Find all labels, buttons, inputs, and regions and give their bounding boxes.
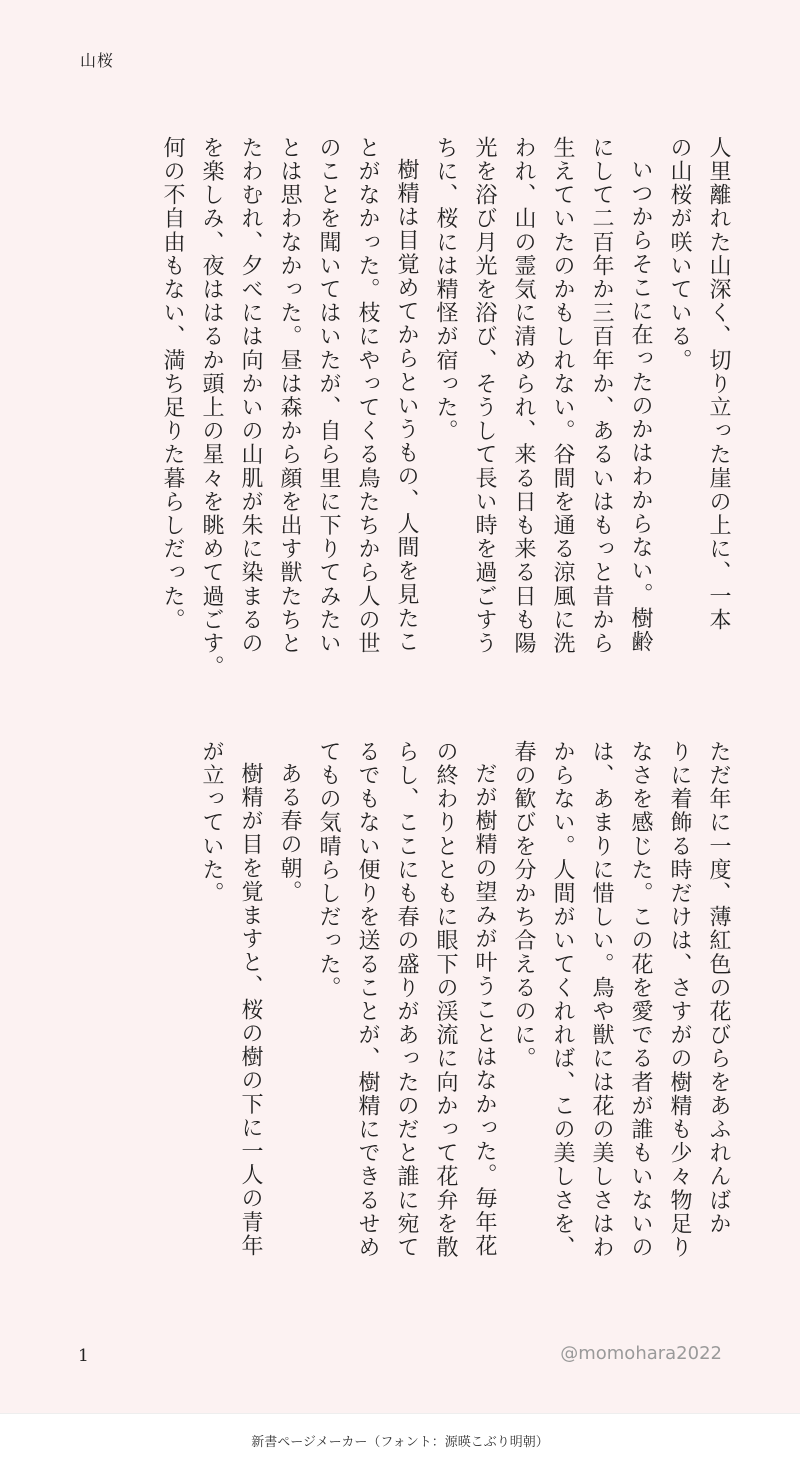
text-line: たわむれ、夕べには向かいの山肌が朱に染まるの	[238, 136, 263, 656]
text-line: にして二百年か三百年か、あるいはもっと昔から	[589, 136, 614, 656]
app-footer-text: 新書ページメーカー（フォント：源暎こぶり明朝）	[251, 1434, 549, 1450]
text-block-top	[76, 136, 738, 679]
text-line: からない。人間がいてくれれば、この美しさを、	[550, 740, 575, 1260]
text-line: 樹精は目覚めてからというもの、人間を見たこ	[394, 158, 419, 654]
text-line: らし、ここにも春の盛りがあったのだと誰に宛て	[394, 740, 419, 1260]
text-line: 人里離れた山深く、切り立った崖の上に、一本	[706, 136, 731, 632]
text-line: 春の歓びを分かち合えるのに。	[511, 740, 536, 1071]
text-line: を楽しみ、夜ははるか頭上の星々を眺めて過ごす。	[199, 136, 224, 679]
text-line: 何の不自由もない、満ち足りた暮らしだった。	[160, 136, 185, 632]
text-line: 光を浴び月光を浴び、そうして長い時を過ごすう	[472, 136, 497, 656]
text-line: 生えていたのかもしれない。谷間を通る涼風に洗	[550, 136, 575, 656]
text-line: るでもない便りを送ることが、樹精にできるせめ	[355, 740, 380, 1260]
text-block-bottom	[76, 740, 738, 1300]
text-line: が立っていた。	[199, 740, 224, 906]
text-line: だが樹精の望みが叶うことはなかった。毎年花	[472, 762, 497, 1258]
page-number: 1	[78, 1346, 89, 1366]
book-title: 山桜	[80, 51, 115, 70]
text-line: 樹精が目を覚ますと、桜の樹の下に一人の青年	[238, 762, 263, 1258]
app-footer	[0, 1413, 800, 1466]
text-line: とは思わなかった。昼は森から顔を出す獣たちと	[277, 136, 302, 656]
text-line: ある春の朝。	[277, 762, 302, 904]
text-line: は、あまりに惜しい。鳥や獣には花の美しさはわ	[589, 740, 614, 1260]
text-line: の終わりとともに眼下の渓流に向かって花弁を散	[433, 740, 458, 1260]
text-line: いつからそこに在ったのかはわからない。樹齢	[628, 158, 653, 654]
text-line: ちに、桜には精怪が宿った。	[433, 136, 458, 443]
text-line: の山桜が咲いている。	[667, 136, 692, 372]
text-line: とがなかった。枝にやってくる鳥たちから人の世	[355, 136, 380, 656]
author-handle: @momohara2022	[560, 1343, 722, 1364]
text-line: りに着飾る時だけは、さすがの樹精も少々物足り	[667, 740, 692, 1260]
text-line: てもの気晴らしだった。	[316, 740, 341, 1000]
text-line: なさを感じた。この花を愛でる者が誰もいないの	[628, 740, 653, 1260]
text-line: ただ年に一度、薄紅色の花びらをあふれんばか	[706, 740, 731, 1236]
text-line: のことを聞いてはいたが、自ら里に下りてみたい	[316, 136, 341, 656]
text-line: われ、山の霊気に清められ、来る日も来る日も陽	[511, 136, 536, 656]
